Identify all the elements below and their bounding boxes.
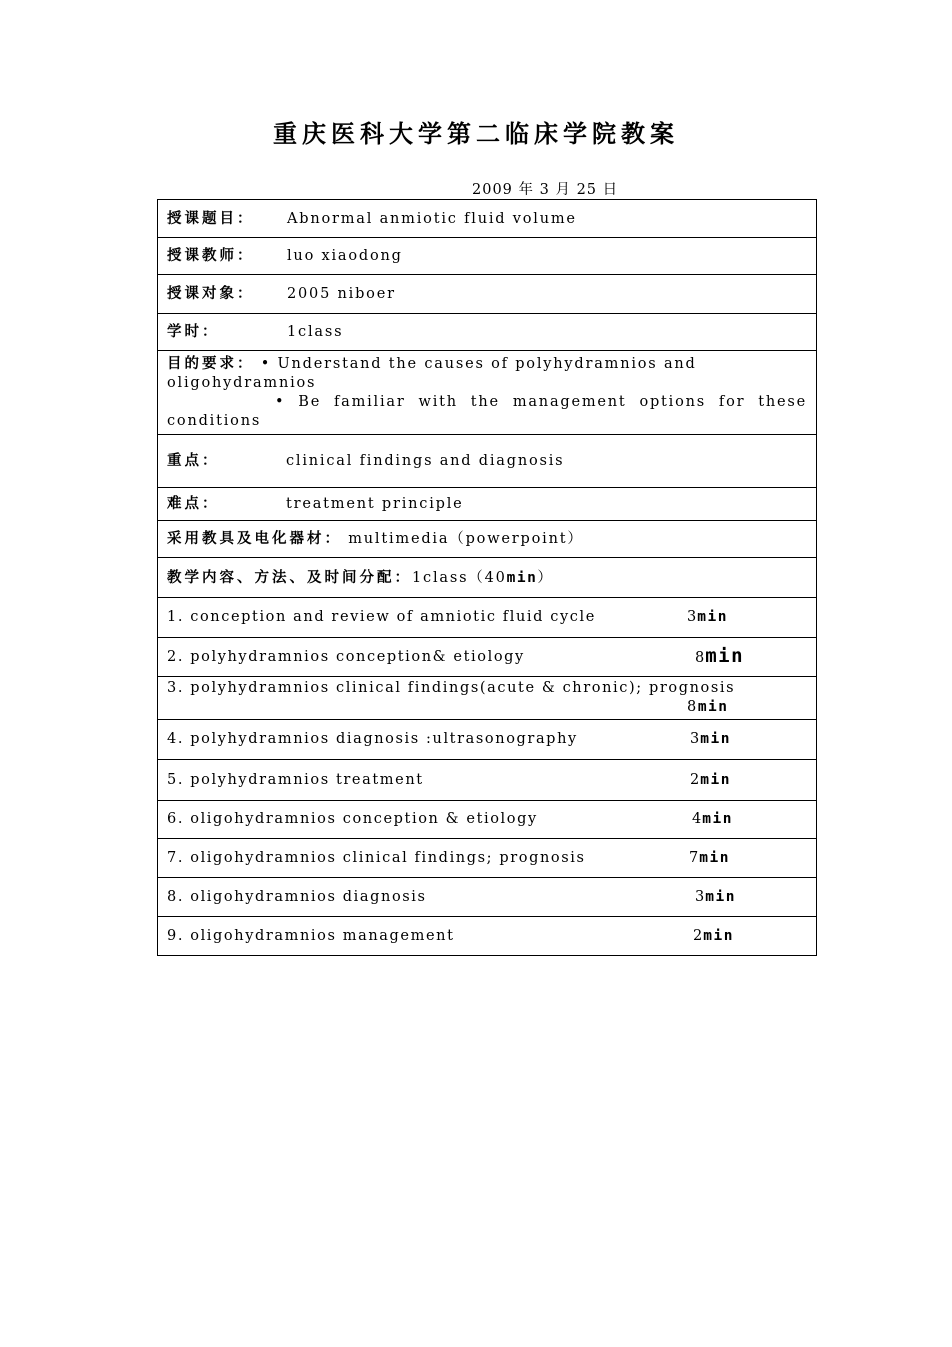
objective-2-word: familiar bbox=[333, 394, 406, 410]
key-points-value: clinical findings and diagnosis bbox=[286, 453, 565, 469]
topic-row bbox=[158, 200, 817, 238]
difficulties-value: treatment principle bbox=[286, 496, 464, 512]
objective-2-continuation: conditions bbox=[167, 413, 262, 429]
objectives-label: 目的要求： bbox=[167, 355, 255, 372]
objectives-row bbox=[158, 351, 817, 435]
schedule-item-text: 1. conception and review of amniotic fluid cycle bbox=[167, 609, 596, 625]
teacher-row bbox=[158, 238, 817, 275]
content-value-unit: min bbox=[506, 569, 538, 586]
schedule-row bbox=[158, 638, 817, 677]
schedule-item-unit: min bbox=[705, 888, 736, 905]
schedule-row bbox=[158, 839, 817, 878]
key-points-row bbox=[158, 435, 817, 488]
schedule-item-minutes: 8 bbox=[687, 699, 698, 715]
difficulties-label: 难点： bbox=[167, 495, 220, 512]
key-points-label: 重点： bbox=[167, 452, 220, 469]
schedule-item-minutes: 2 bbox=[693, 927, 704, 944]
objective-2-word: • bbox=[275, 394, 286, 410]
schedule-item-unit: min bbox=[702, 811, 733, 827]
schedule-item-unit: min bbox=[697, 609, 728, 625]
content-value-suffix: ） bbox=[537, 569, 554, 586]
document-title: 重庆医科大学第二临床学院教案 bbox=[273, 119, 679, 148]
schedule-item-minutes: 3 bbox=[695, 888, 706, 905]
schedule-item-minutes: 7 bbox=[689, 849, 700, 866]
schedule-item-minutes: 8 bbox=[695, 649, 706, 666]
tools-value: multimedia（powerpoint） bbox=[348, 531, 584, 547]
content-label: 教学内容、方法、及时间分配： bbox=[167, 568, 412, 586]
schedule-item-unit: min bbox=[700, 731, 731, 747]
schedule-row bbox=[158, 801, 817, 839]
objective-2-word: for bbox=[718, 394, 746, 410]
schedule-item-minutes: 2 bbox=[690, 771, 701, 788]
objective-1-text: • Understand the causes of polyhydramnios and bbox=[260, 356, 697, 372]
schedule-item-unit: min bbox=[705, 644, 745, 667]
audience-row bbox=[158, 275, 817, 314]
objective-2-word: management bbox=[512, 394, 627, 410]
schedule-item-text: 6. oligohydramnios conception & etiology bbox=[167, 811, 538, 827]
objective-2-word: the bbox=[470, 394, 500, 410]
schedule-row bbox=[158, 878, 817, 917]
content-row bbox=[158, 558, 817, 598]
schedule-item-text: 3. polyhydramnios clinical findings(acute & chronic); prognosis bbox=[167, 680, 736, 696]
schedule-item-unit: min bbox=[699, 849, 730, 866]
objective-2-word: Be bbox=[298, 394, 322, 410]
tools-row bbox=[158, 521, 817, 558]
schedule-row bbox=[158, 677, 817, 720]
schedule-item-text: 5. polyhydramnios treatment bbox=[167, 771, 424, 788]
lesson-plan-table bbox=[157, 199, 817, 956]
schedule-item-text: 7. oligohydramnios clinical findings; prognosis bbox=[167, 849, 586, 866]
hours-label: 学时： bbox=[167, 323, 220, 340]
schedule-item-unit: min bbox=[700, 771, 731, 788]
content-value-prefix: 1class（40 bbox=[412, 569, 507, 586]
schedule-item-text: 9. oligohydramnios management bbox=[167, 927, 455, 944]
schedule-item-text: 2. polyhydramnios conception& etiology bbox=[167, 648, 525, 665]
tools-label: 采用教具及电化器材： bbox=[167, 530, 342, 547]
schedule-item-unit: min bbox=[697, 699, 729, 715]
audience-label: 授课对象： bbox=[167, 285, 255, 302]
difficulties-row bbox=[158, 488, 817, 521]
lesson-date: 2009 年 3 月 25 日 bbox=[472, 182, 619, 198]
hours-row bbox=[158, 314, 817, 351]
schedule-item-unit: min bbox=[703, 927, 734, 944]
objective-2-line bbox=[167, 393, 807, 412]
objective-2-word: these bbox=[758, 394, 807, 410]
topic-label: 授课题目： bbox=[167, 209, 255, 227]
objective-1-continuation: oligohydramnios bbox=[167, 375, 317, 391]
teacher-value: luo xiaodong bbox=[287, 248, 403, 264]
schedule-row bbox=[158, 760, 817, 801]
schedule-row bbox=[158, 720, 817, 760]
schedule-item-minutes: 3 bbox=[690, 731, 701, 747]
objective-2-word: options bbox=[639, 394, 707, 410]
audience-value: 2005 niboer bbox=[287, 286, 396, 302]
topic-value: Abnormal anmiotic fluid volume bbox=[287, 210, 577, 227]
schedule-row bbox=[158, 598, 817, 638]
schedule-item-minutes: 3 bbox=[687, 609, 698, 625]
objective-2-word: with bbox=[418, 394, 458, 410]
teacher-label: 授课教师： bbox=[167, 247, 255, 264]
schedule-item-text: 8. oligohydramnios diagnosis bbox=[167, 888, 427, 905]
hours-value: 1class bbox=[287, 324, 344, 340]
schedule-item-minutes: 4 bbox=[692, 811, 703, 827]
schedule-item-text: 4. polyhydramnios diagnosis :ultrasonography bbox=[167, 731, 578, 747]
schedule-row bbox=[158, 917, 817, 956]
